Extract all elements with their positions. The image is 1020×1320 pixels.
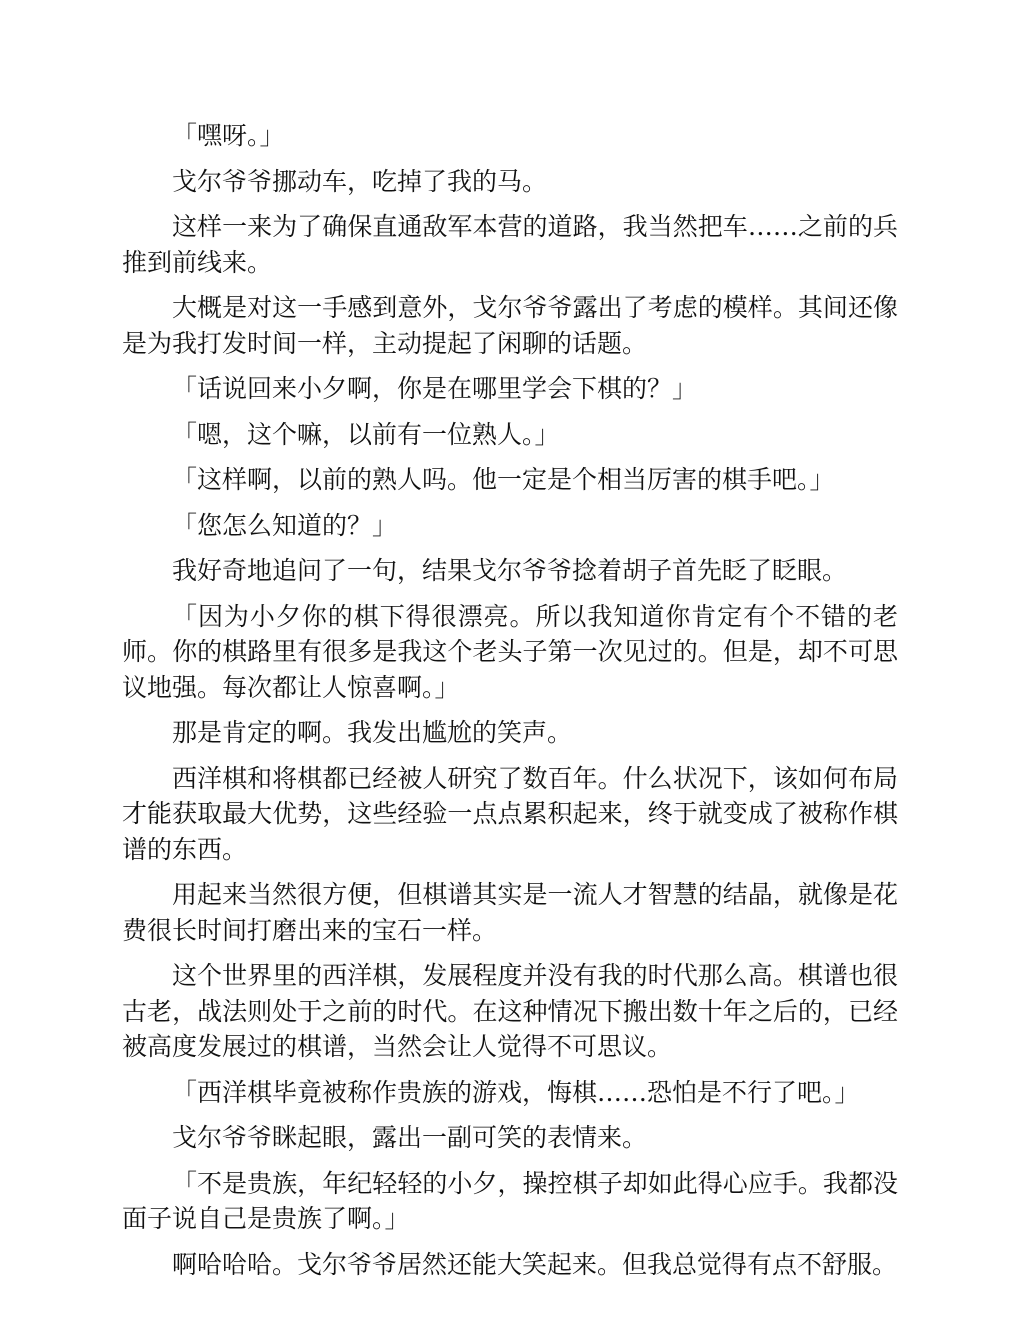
- paragraph: 啊哈哈哈。戈尔爷爷居然还能大笑起来。但我总觉得有点不舒服。: [172, 1249, 898, 1279]
- paragraph: 大概是对这一手感到意外，戈尔爷爷露出了考虑的模样。其间还像是为我打发时间一样，主动提起了闲聊的话题。: [122, 293, 898, 358]
- paragraph: 「嗯，这个嘛，以前有一位熟人。」: [172, 419, 560, 449]
- paragraph: 戈尔爷爷眯起眼，露出一副可笑的表情来。: [172, 1123, 648, 1152]
- paragraph: 「因为小夕你的棋下得很漂亮。所以我知道你肯定有个不错的老师。你的棋路里有很多是我这个老头子第一次见过的。但是，却不可思议地强。每次都让人惊喜啊。」: [122, 601, 898, 702]
- paragraph: 那是肯定的啊。我发出尴尬的笑声。: [172, 718, 573, 747]
- paragraph: 这个世界里的西洋棋，发展程度并没有我的时代那么高。棋谱也很古老，战法则处于之前的时代。在这种情况下搬出数十年之后的，已经被高度发展过的棋谱，当然会让人觉得不可思议。: [122, 961, 898, 1061]
- paragraph: 「您怎么知道的？」: [172, 510, 398, 540]
- paragraph: 我好奇地追问了一句，结果戈尔爷爷捻着胡子首先眨了眨眼。: [172, 556, 848, 585]
- document-body: [122, 118, 898, 1292]
- paragraph: 「话说回来小夕啊，你是在哪里学会下棋的？」: [172, 374, 698, 403]
- paragraph: 这样一来为了确保直通敌军本营的道路，我当然把车……之前的兵推到前线来。: [122, 212, 898, 277]
- paragraph: 「不是贵族，年纪轻轻的小夕，操控棋子却如此得心应手。我都没面子说自己是贵族了啊。」: [122, 1168, 898, 1233]
- paragraph: 「这样啊，以前的熟人吗。他一定是个相当厉害的棋手吧。」: [172, 465, 835, 494]
- paragraph: 用起来当然很方便，但棋谱其实是一流人才智慧的结晶，就像是花费很长时间打磨出来的宝石一样。: [122, 880, 898, 945]
- paragraph: 戈尔爷爷挪动车，吃掉了我的马。: [172, 166, 548, 196]
- paragraph: 「西洋棋毕竟被称作贵族的游戏，悔棋……恐怕是不行了吧。」: [172, 1077, 860, 1107]
- paragraph: 西洋棋和将棋都已经被人研究了数百年。什么状况下，该如何布局才能获取最大优势，这些经验一点点累积起来，终于就变成了被称作棋谱的东西。: [122, 763, 898, 864]
- paragraph: 「嘿呀。」: [172, 121, 285, 150]
